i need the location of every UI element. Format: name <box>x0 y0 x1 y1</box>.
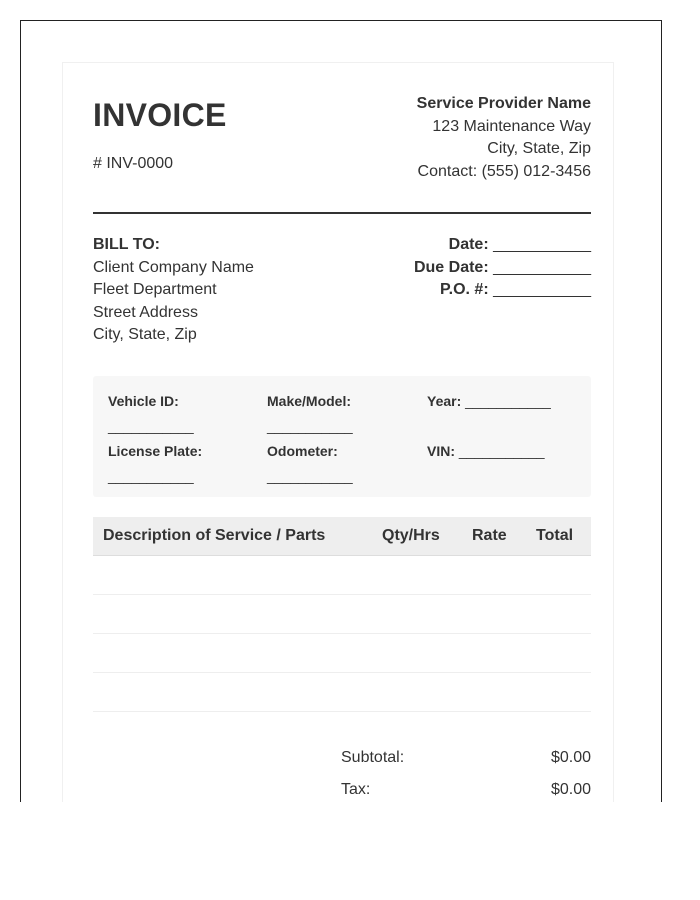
po-blank: ___________ <box>493 281 591 298</box>
header-divider <box>93 212 591 214</box>
year-blank: ___________ <box>465 393 551 409</box>
odometer-label: Odometer: <box>267 443 338 459</box>
invoice-number: # INV-0000 <box>93 155 174 172</box>
vehicle-id-label: Vehicle ID: <box>108 393 179 409</box>
provider-address-line-2: City, State, Zip <box>487 140 591 157</box>
date-label: Date: <box>448 236 489 253</box>
provider-contact: Contact: (555) 012-3456 <box>417 162 591 180</box>
provider-name: Service Provider Name <box>416 95 591 112</box>
license-plate-field <box>108 441 248 486</box>
invoice-title: INVOICE <box>93 97 227 133</box>
due-date-blank: ___________ <box>493 258 591 276</box>
header-qty-hrs: Qty/Hrs <box>382 527 440 544</box>
header-total: Total <box>536 527 574 544</box>
provider-block <box>417 93 591 183</box>
date-field <box>414 234 591 257</box>
license-plate-label: License Plate: <box>108 443 203 459</box>
vin-label: VIN: <box>427 443 455 459</box>
header-description: Description of Service / Parts <box>103 527 326 544</box>
vehicle-id-blank: ___________ <box>108 418 194 434</box>
dates-block <box>414 234 591 302</box>
make-model-field <box>267 391 407 436</box>
page-frame <box>20 20 662 802</box>
tax-label: Tax: <box>341 781 371 798</box>
date-blank: ___________ <box>493 236 591 253</box>
bill-to-block <box>93 234 254 347</box>
table-row <box>93 556 591 595</box>
bill-to-line: Street Address <box>93 303 198 321</box>
year-label: Year: <box>427 393 462 409</box>
subtotal-label: Subtotal: <box>341 749 405 766</box>
po-field <box>414 279 591 302</box>
header-rate: Rate <box>472 527 507 544</box>
subtotal-value: $0.00 <box>550 749 591 766</box>
bill-to-line: City, State, Zip <box>93 326 197 343</box>
make-model-blank: ___________ <box>267 418 353 434</box>
vehicle-info-panel <box>93 376 591 497</box>
bill-to-label: BILL TO: <box>93 236 160 253</box>
items-table-header <box>93 517 591 556</box>
make-model-label: Make/Model: <box>267 393 352 409</box>
bill-to-line: Client Company Name <box>93 258 254 276</box>
license-plate-blank: ___________ <box>108 468 194 484</box>
provider-address-line-1: 123 Maintenance Way <box>432 117 591 135</box>
vin-blank: ___________ <box>458 443 545 459</box>
year-field <box>427 391 587 411</box>
tax-value: $0.00 <box>550 781 591 798</box>
vehicle-id-field <box>108 391 248 436</box>
odometer-blank: ___________ <box>267 468 353 484</box>
table-row <box>93 673 591 712</box>
vin-field <box>427 441 587 461</box>
due-date-label: Due Date: <box>413 258 489 276</box>
due-date-field <box>414 257 591 280</box>
table-row <box>93 595 591 634</box>
odometer-field <box>267 441 407 486</box>
po-label: P.O. #: <box>440 281 489 298</box>
table-row <box>93 634 591 673</box>
bill-to-line: Fleet Department <box>93 281 217 298</box>
invoice-sheet <box>62 62 614 802</box>
